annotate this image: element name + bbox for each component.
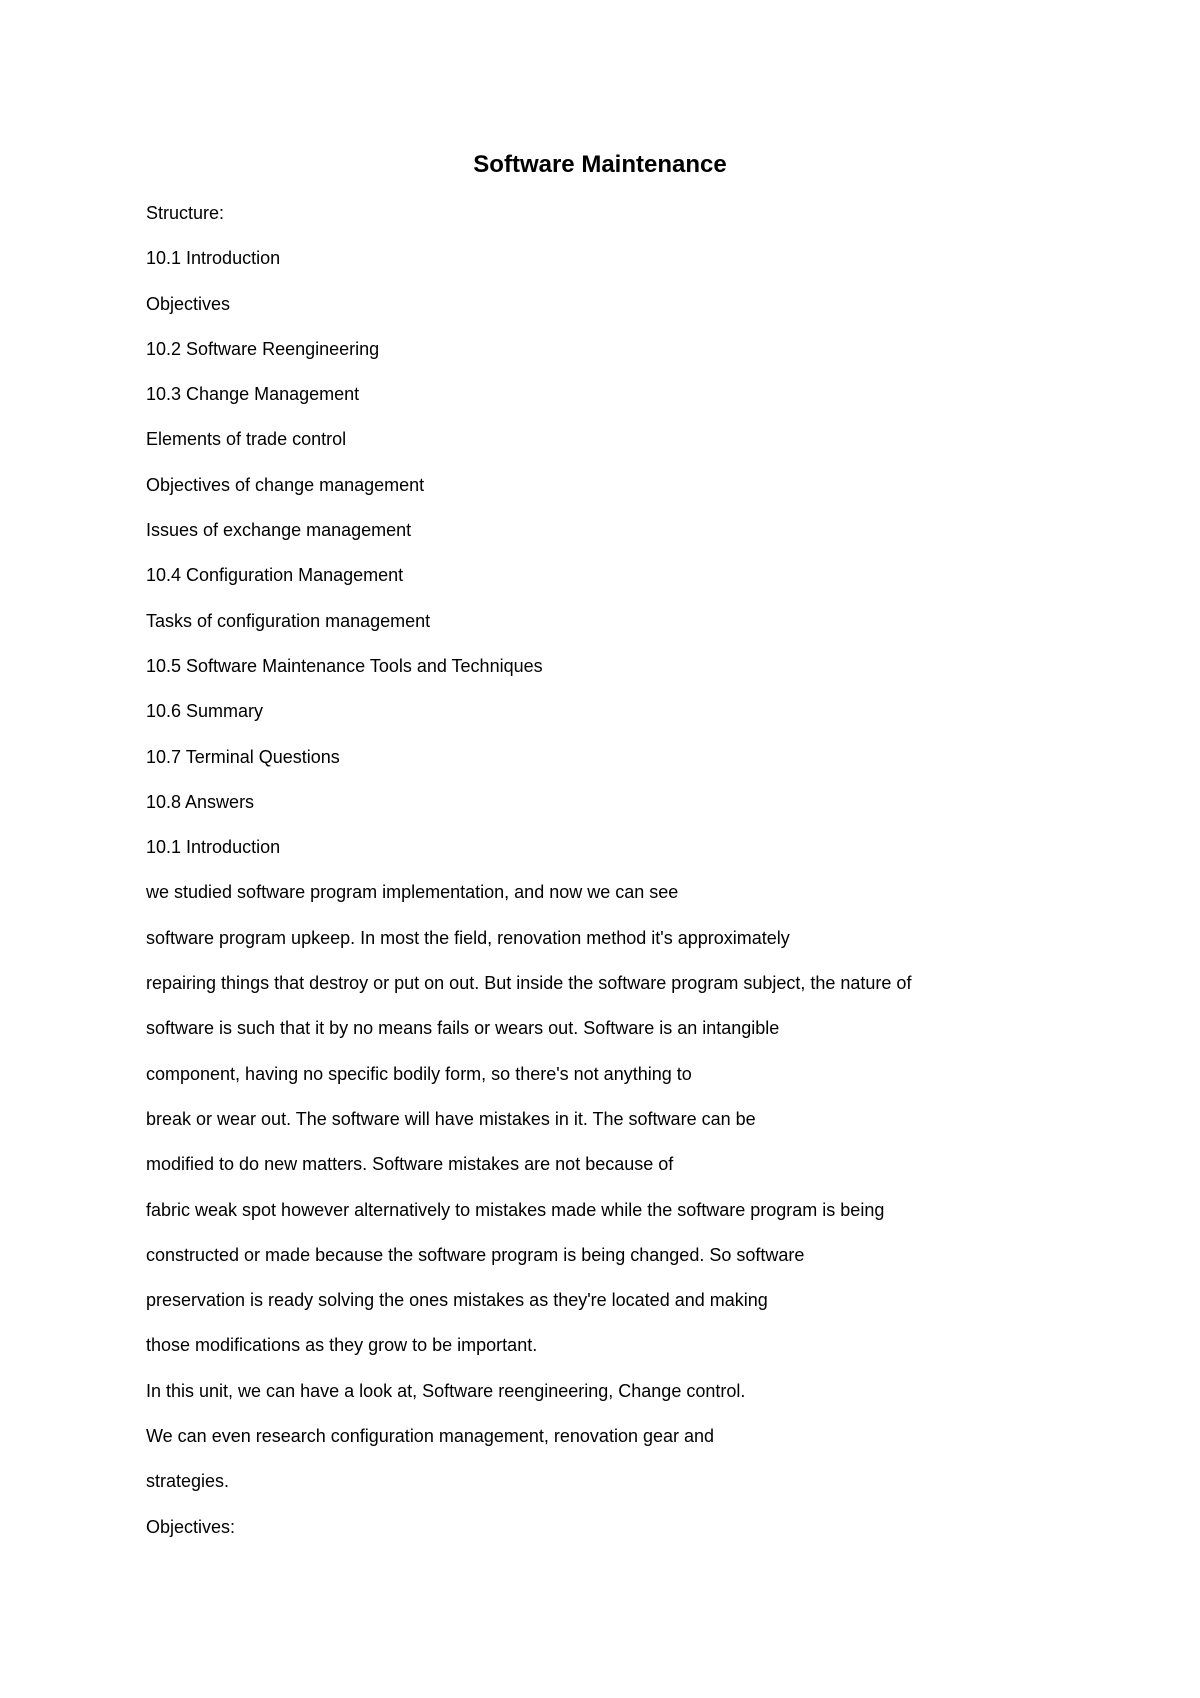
toc-item: Elements of trade control [146, 429, 347, 450]
toc-item: Objectives [146, 293, 231, 314]
paragraph-line: we studied software program implementation, and now we can see [146, 882, 679, 903]
toc-item: 10.2 Software Reengineering [146, 338, 380, 359]
document-body [146, 200, 1066, 1559]
paragraph-line: those modifications as they grow to be important. [146, 1335, 538, 1356]
document-title: Software Maintenance [473, 151, 727, 178]
paragraph-line: We can even research configuration management, renovation gear and [146, 1426, 715, 1447]
paragraph-line: In this unit, we can have a look at, Software reengineering, Change control. [146, 1380, 746, 1401]
paragraph-line: software is such that it by no means fails or wears out. Software is an intangible [146, 1018, 780, 1039]
paragraph-line: modified to do new matters. Software mistakes are not because of [146, 1154, 674, 1175]
toc-item: 10.6 Summary [146, 701, 264, 722]
toc-item: Objectives of change management [146, 474, 425, 495]
toc-item: 10.8 Answers [146, 791, 255, 812]
section-heading: 10.1 Introduction [146, 837, 281, 858]
toc-item: 10.1 Introduction [146, 248, 281, 269]
paragraph-line: repairing things that destroy or put on out. But inside the software program subject, the nature of [146, 973, 912, 994]
structure-label: Structure: [146, 203, 225, 223]
toc-item: 10.4 Configuration Management [146, 565, 404, 586]
paragraph-line: component, having no specific bodily form, so there's not anything to [146, 1063, 692, 1084]
toc-item: Issues of exchange management [146, 520, 412, 541]
toc-item: 10.5 Software Maintenance Tools and Techniques [146, 655, 543, 676]
toc-item: 10.3 Change Management [146, 384, 360, 405]
paragraph-line: fabric weak spot however alternatively to mistakes made while the software program is being [146, 1199, 885, 1220]
objectives-heading: Objectives: [146, 1516, 236, 1537]
paragraph-line: strategies. [146, 1471, 230, 1492]
toc-item: Tasks of configuration management [146, 610, 431, 631]
paragraph-line: software program upkeep. In most the field, renovation method it's approximately [146, 927, 790, 948]
toc-item: 10.7 Terminal Questions [146, 746, 340, 767]
paragraph-line: preservation is ready solving the ones mistakes as they're located and making [146, 1290, 768, 1311]
paragraph-line: constructed or made because the software program is being changed. So software [146, 1244, 805, 1265]
paragraph-line: break or wear out. The software will have mistakes in it. The software can be [146, 1108, 756, 1129]
